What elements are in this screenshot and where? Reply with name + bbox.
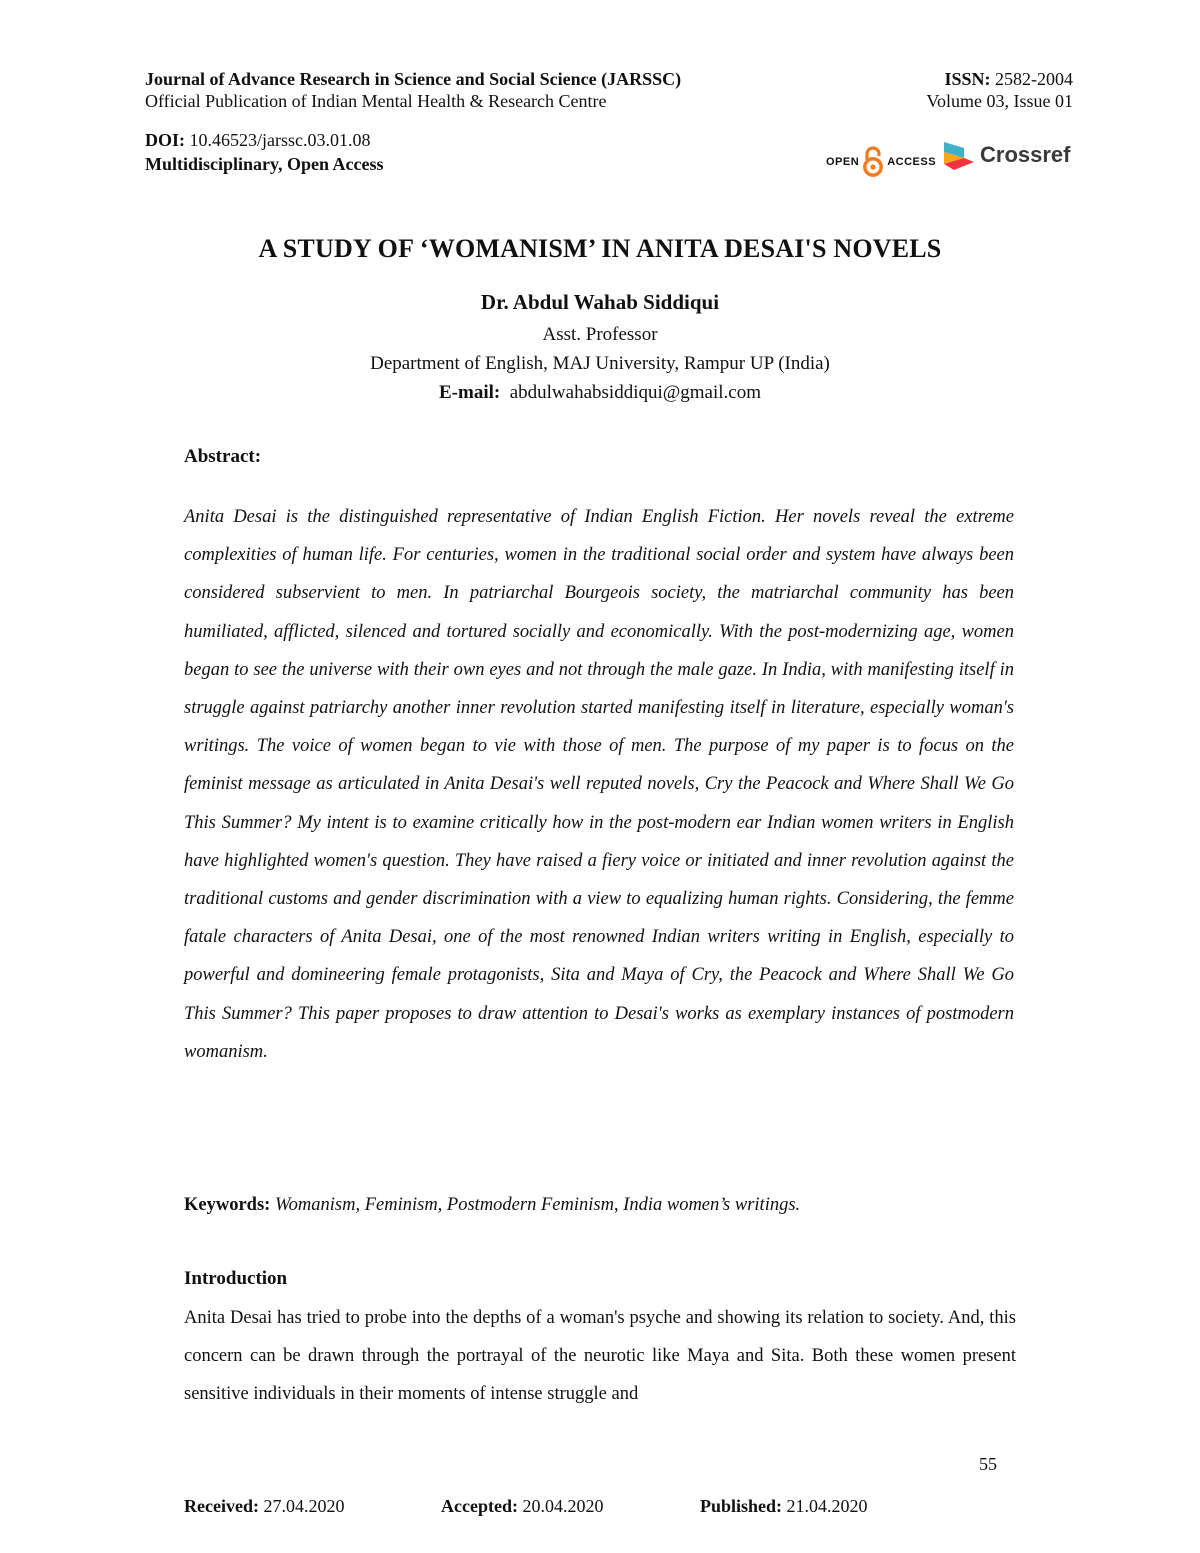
introduction-heading: Introduction xyxy=(184,1268,288,1289)
accepted-value: 20.04.2020 xyxy=(522,1496,604,1516)
crossref-text: Crossref xyxy=(980,142,1071,167)
crossref-mark-icon xyxy=(942,138,976,172)
issn-label: ISSN: xyxy=(944,69,991,89)
open-access-logo xyxy=(826,146,936,178)
author-email xyxy=(0,378,1200,407)
paper-title: A STUDY OF ‘WOMANISM’ IN ANITA DESAI'S NOVELS xyxy=(258,234,942,263)
published-date xyxy=(700,1496,868,1517)
received-label: Received: xyxy=(184,1496,259,1516)
author-department: Department of English, MAJ University, Rampur UP (India) xyxy=(370,353,830,374)
author-name: Dr. Abdul Wahab Siddiqui xyxy=(480,290,720,314)
issn xyxy=(944,68,1073,90)
publisher-line: Official Publication of Indian Mental Health & Research Centre xyxy=(145,91,607,111)
email-value[interactable]: abdulwahabsiddiqui@gmail.com xyxy=(509,382,761,403)
doi-value[interactable]: 10.46523/jarssc.03.01.08 xyxy=(189,130,371,150)
doi xyxy=(145,129,370,151)
open-access-lock-icon xyxy=(862,146,884,178)
keywords-label: Keywords: xyxy=(184,1195,271,1215)
open-access-left-text: OPEN xyxy=(826,156,860,168)
doi-label: DOI: xyxy=(145,130,185,150)
abstract-text: Anita Desai is the distinguished representative of Indian English Fiction. Her novels reveal the extreme complexities of human life. For centuries, women in the traditional social order and system have always been considered subservient to men. In patriarchal Bourgeois society, the matriarchal community has been humiliated, afflicted, silenced and tortured socially and economically. With the post-modernizing age, women began to see the universe with their own eyes and not through the male gaze. In India, with manifesting itself in struggle against patriarchy another inner revolution started manifesting itself in literature, especially woman's writings. The voice of women began to vie with those of men. The purpose of my paper is to focus on the feminist message as articulated in Anita Desai's well reputed novels, Cry the Peacock and Where Shall We Go This Summer? My intent is to examine critically how in the post-modern ear Indian women writers in English have highlighted women's question. They have raised a fiery voice or initiated and inner revolution against the traditional customs and gender discrimination with a view to equalizing human rights. Considering, the femme fatale characters of Anita Desai, one of the most renowned Indian writers writing in English, especially to powerful and domineering female protagonists, Sita and Maya of Cry, the Peacock and Where Shall We Go This Summer? This paper proposes to draw attention to Desai's works as exemplary instances of postmodern womanism. xyxy=(184,507,1014,1062)
email-label: E-mail: xyxy=(439,382,501,403)
published-value: 21.04.2020 xyxy=(786,1496,868,1516)
keywords xyxy=(184,1193,1014,1217)
accepted-label: Accepted: xyxy=(441,1496,518,1516)
introduction-text: Anita Desai has tried to probe into the depths of a woman's psyche and showing its relation to society. And, this concern can be drawn through the portrayal of the neurotic like Maya and Sita. Both these women present sensitive individuals in their moments of intense struggle and xyxy=(184,1308,1016,1405)
issn-value: 2582-2004 xyxy=(995,69,1073,89)
access-type: Multidisciplinary, Open Access xyxy=(145,154,384,174)
received-date xyxy=(184,1496,344,1517)
volume-issue: Volume 03, Issue 01 xyxy=(926,91,1073,111)
received-value: 27.04.2020 xyxy=(263,1496,345,1516)
published-label: Published: xyxy=(700,1496,783,1516)
crossref-logo xyxy=(942,138,1070,172)
abstract-heading: Abstract: xyxy=(184,446,262,467)
keywords-value: Womanism, Feminism, Postmodern Feminism, India women’s writings. xyxy=(274,1195,801,1215)
journal-title: Journal of Advance Research in Science and Social Science (JARSSC) xyxy=(145,69,682,89)
open-access-right-text: ACCESS xyxy=(887,156,937,168)
accepted-date xyxy=(441,1496,603,1517)
page-number: 55 xyxy=(979,1454,997,1474)
author-position: Asst. Professor xyxy=(542,324,658,345)
